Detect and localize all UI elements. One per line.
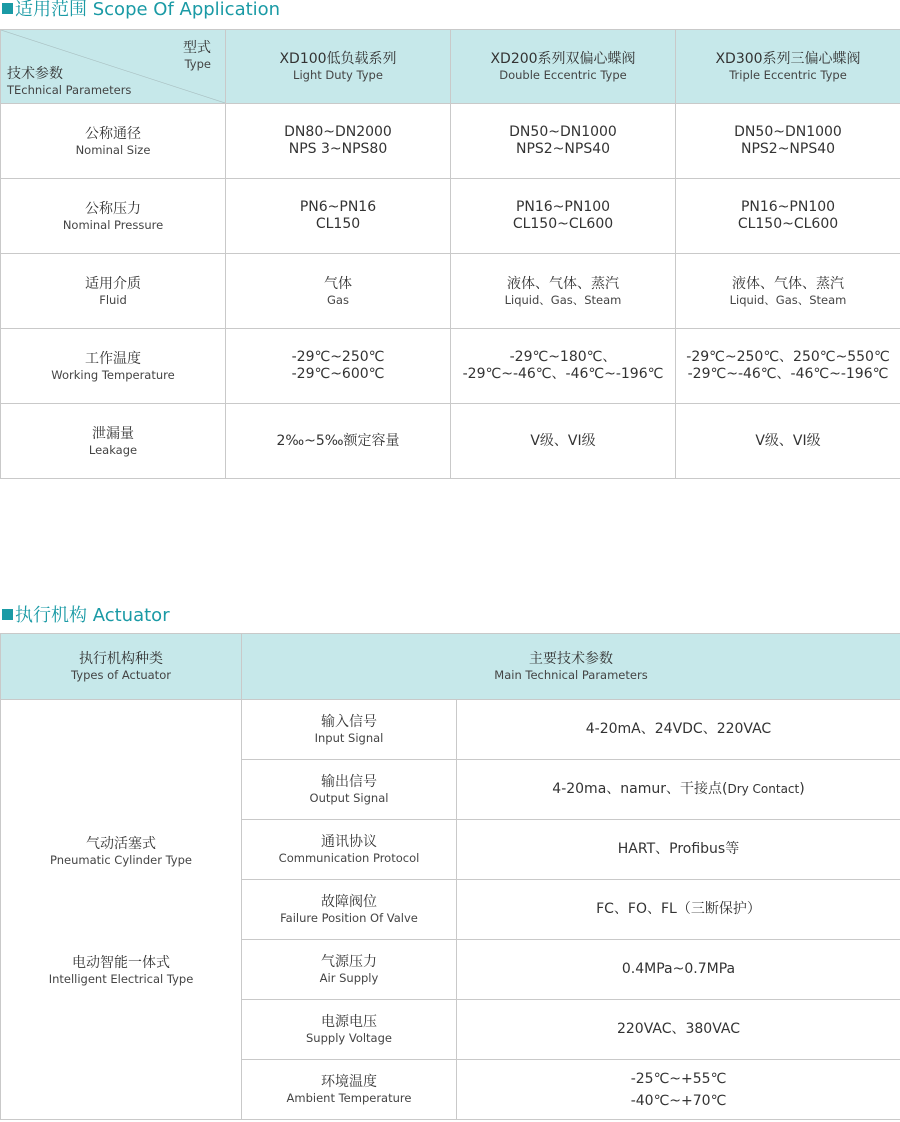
row-label-working-temperature: 工作温度 Working Temperature bbox=[1, 329, 226, 404]
table-cell: -29℃~180℃、 -29℃~-46℃、-46℃~-196℃ bbox=[451, 329, 676, 404]
types-of-actuator-header: 执行机构种类 Types of Actuator bbox=[1, 634, 242, 700]
row-label-nominal-pressure: 公称压力 Nominal Pressure bbox=[1, 179, 226, 254]
scope-corner-cell bbox=[1, 30, 226, 104]
table-cell: PN6~PN16 CL150 bbox=[226, 179, 451, 254]
table-cell: 液体、气体、蒸汽 Liquid、Gas、Steam bbox=[676, 254, 900, 329]
table-cell: 2‰~5‰额定容量 bbox=[226, 404, 451, 479]
table-row bbox=[1, 254, 900, 329]
square-bullet-icon bbox=[2, 609, 13, 620]
actuator-types-cell bbox=[1, 700, 242, 1120]
param-value: 220VAC、380VAC bbox=[457, 1000, 900, 1060]
param-label-supply-voltage: 电源电压 Supply Voltage bbox=[242, 1000, 457, 1060]
table-cell: PN16~PN100 CL150~CL600 bbox=[451, 179, 676, 254]
actuator-section-title: 执行机构 Actuator bbox=[2, 604, 170, 628]
param-value: HART、Profibus等 bbox=[457, 820, 900, 880]
table-cell: V级、VI级 bbox=[676, 404, 900, 479]
actuator-type-pneumatic: 气动活塞式 Pneumatic Cylinder Type bbox=[49, 835, 192, 867]
table-cell: V级、VI级 bbox=[451, 404, 676, 479]
parameters-label: 技术参数 TEchnical Parameters bbox=[7, 66, 132, 97]
table-cell: 气体 Gas bbox=[226, 254, 451, 329]
table-row bbox=[1, 329, 900, 404]
table-cell: -29℃~250℃、250℃~550℃ -29℃~-46℃、-46℃~-196℃ bbox=[676, 329, 900, 404]
table-row bbox=[1, 404, 900, 479]
column-header-xd100: XD100低负载系列 Light Duty Type bbox=[226, 30, 451, 104]
table-cell: DN80~DN2000 NPS 3~NPS80 bbox=[226, 104, 451, 179]
table-cell: DN50~DN1000 NPS2~NPS40 bbox=[451, 104, 676, 179]
actuator-type-electrical: 电动智能一体式 Intelligent Electrical Type bbox=[48, 954, 194, 986]
param-value: 4-20ma、namur、干接点(Dry Contact) bbox=[457, 760, 900, 820]
row-label-fluid: 适用介质 Fluid bbox=[1, 254, 226, 329]
column-header-xd200: XD200系列双偏心蝶阀 Double Eccentric Type bbox=[451, 30, 676, 104]
scope-header-row bbox=[1, 30, 900, 104]
scope-section-title: 适用范围 Scope Of Application bbox=[2, 0, 280, 22]
param-label-input-signal: 输入信号 Input Signal bbox=[242, 700, 457, 760]
square-bullet-icon bbox=[2, 3, 13, 14]
table-row bbox=[1, 179, 900, 254]
param-label-air-supply: 气源压力 Air Supply bbox=[242, 940, 457, 1000]
main-technical-parameters-header: 主要技术参数 Main Technical Parameters bbox=[242, 634, 900, 700]
param-value: FC、FO、FL（三断保护） bbox=[457, 880, 900, 940]
column-header-xd300: XD300系列三偏心蝶阀 Triple Eccentric Type bbox=[676, 30, 900, 104]
table-cell: PN16~PN100 CL150~CL600 bbox=[676, 179, 900, 254]
table-cell: -29℃~250℃ -29℃~600℃ bbox=[226, 329, 451, 404]
row-label-nominal-size: 公称通径 Nominal Size bbox=[1, 104, 226, 179]
row-label-leakage: 泄漏量 Leakage bbox=[1, 404, 226, 479]
actuator-table bbox=[0, 633, 900, 1120]
param-label-ambient-temperature: 环境温度 Ambient Temperature bbox=[242, 1060, 457, 1120]
param-value: 0.4MPa~0.7MPa bbox=[457, 940, 900, 1000]
scope-table bbox=[0, 29, 900, 479]
actuator-header-row bbox=[1, 634, 900, 700]
table-row bbox=[1, 104, 900, 179]
table-cell: 液体、气体、蒸汽 Liquid、Gas、Steam bbox=[451, 254, 676, 329]
table-row bbox=[1, 700, 900, 760]
param-value: 4-20mA、24VDC、220VAC bbox=[457, 700, 900, 760]
param-label-output-signal: 输出信号 Output Signal bbox=[242, 760, 457, 820]
table-cell: DN50~DN1000 NPS2~NPS40 bbox=[676, 104, 900, 179]
param-value: -25℃~+55℃ -40℃~+70℃ bbox=[457, 1060, 900, 1120]
param-label-failure-position: 故障阀位 Failure Position Of Valve bbox=[242, 880, 457, 940]
type-label: 型式 Type bbox=[183, 40, 211, 71]
param-label-communication-protocol: 通讯协议 Communication Protocol bbox=[242, 820, 457, 880]
